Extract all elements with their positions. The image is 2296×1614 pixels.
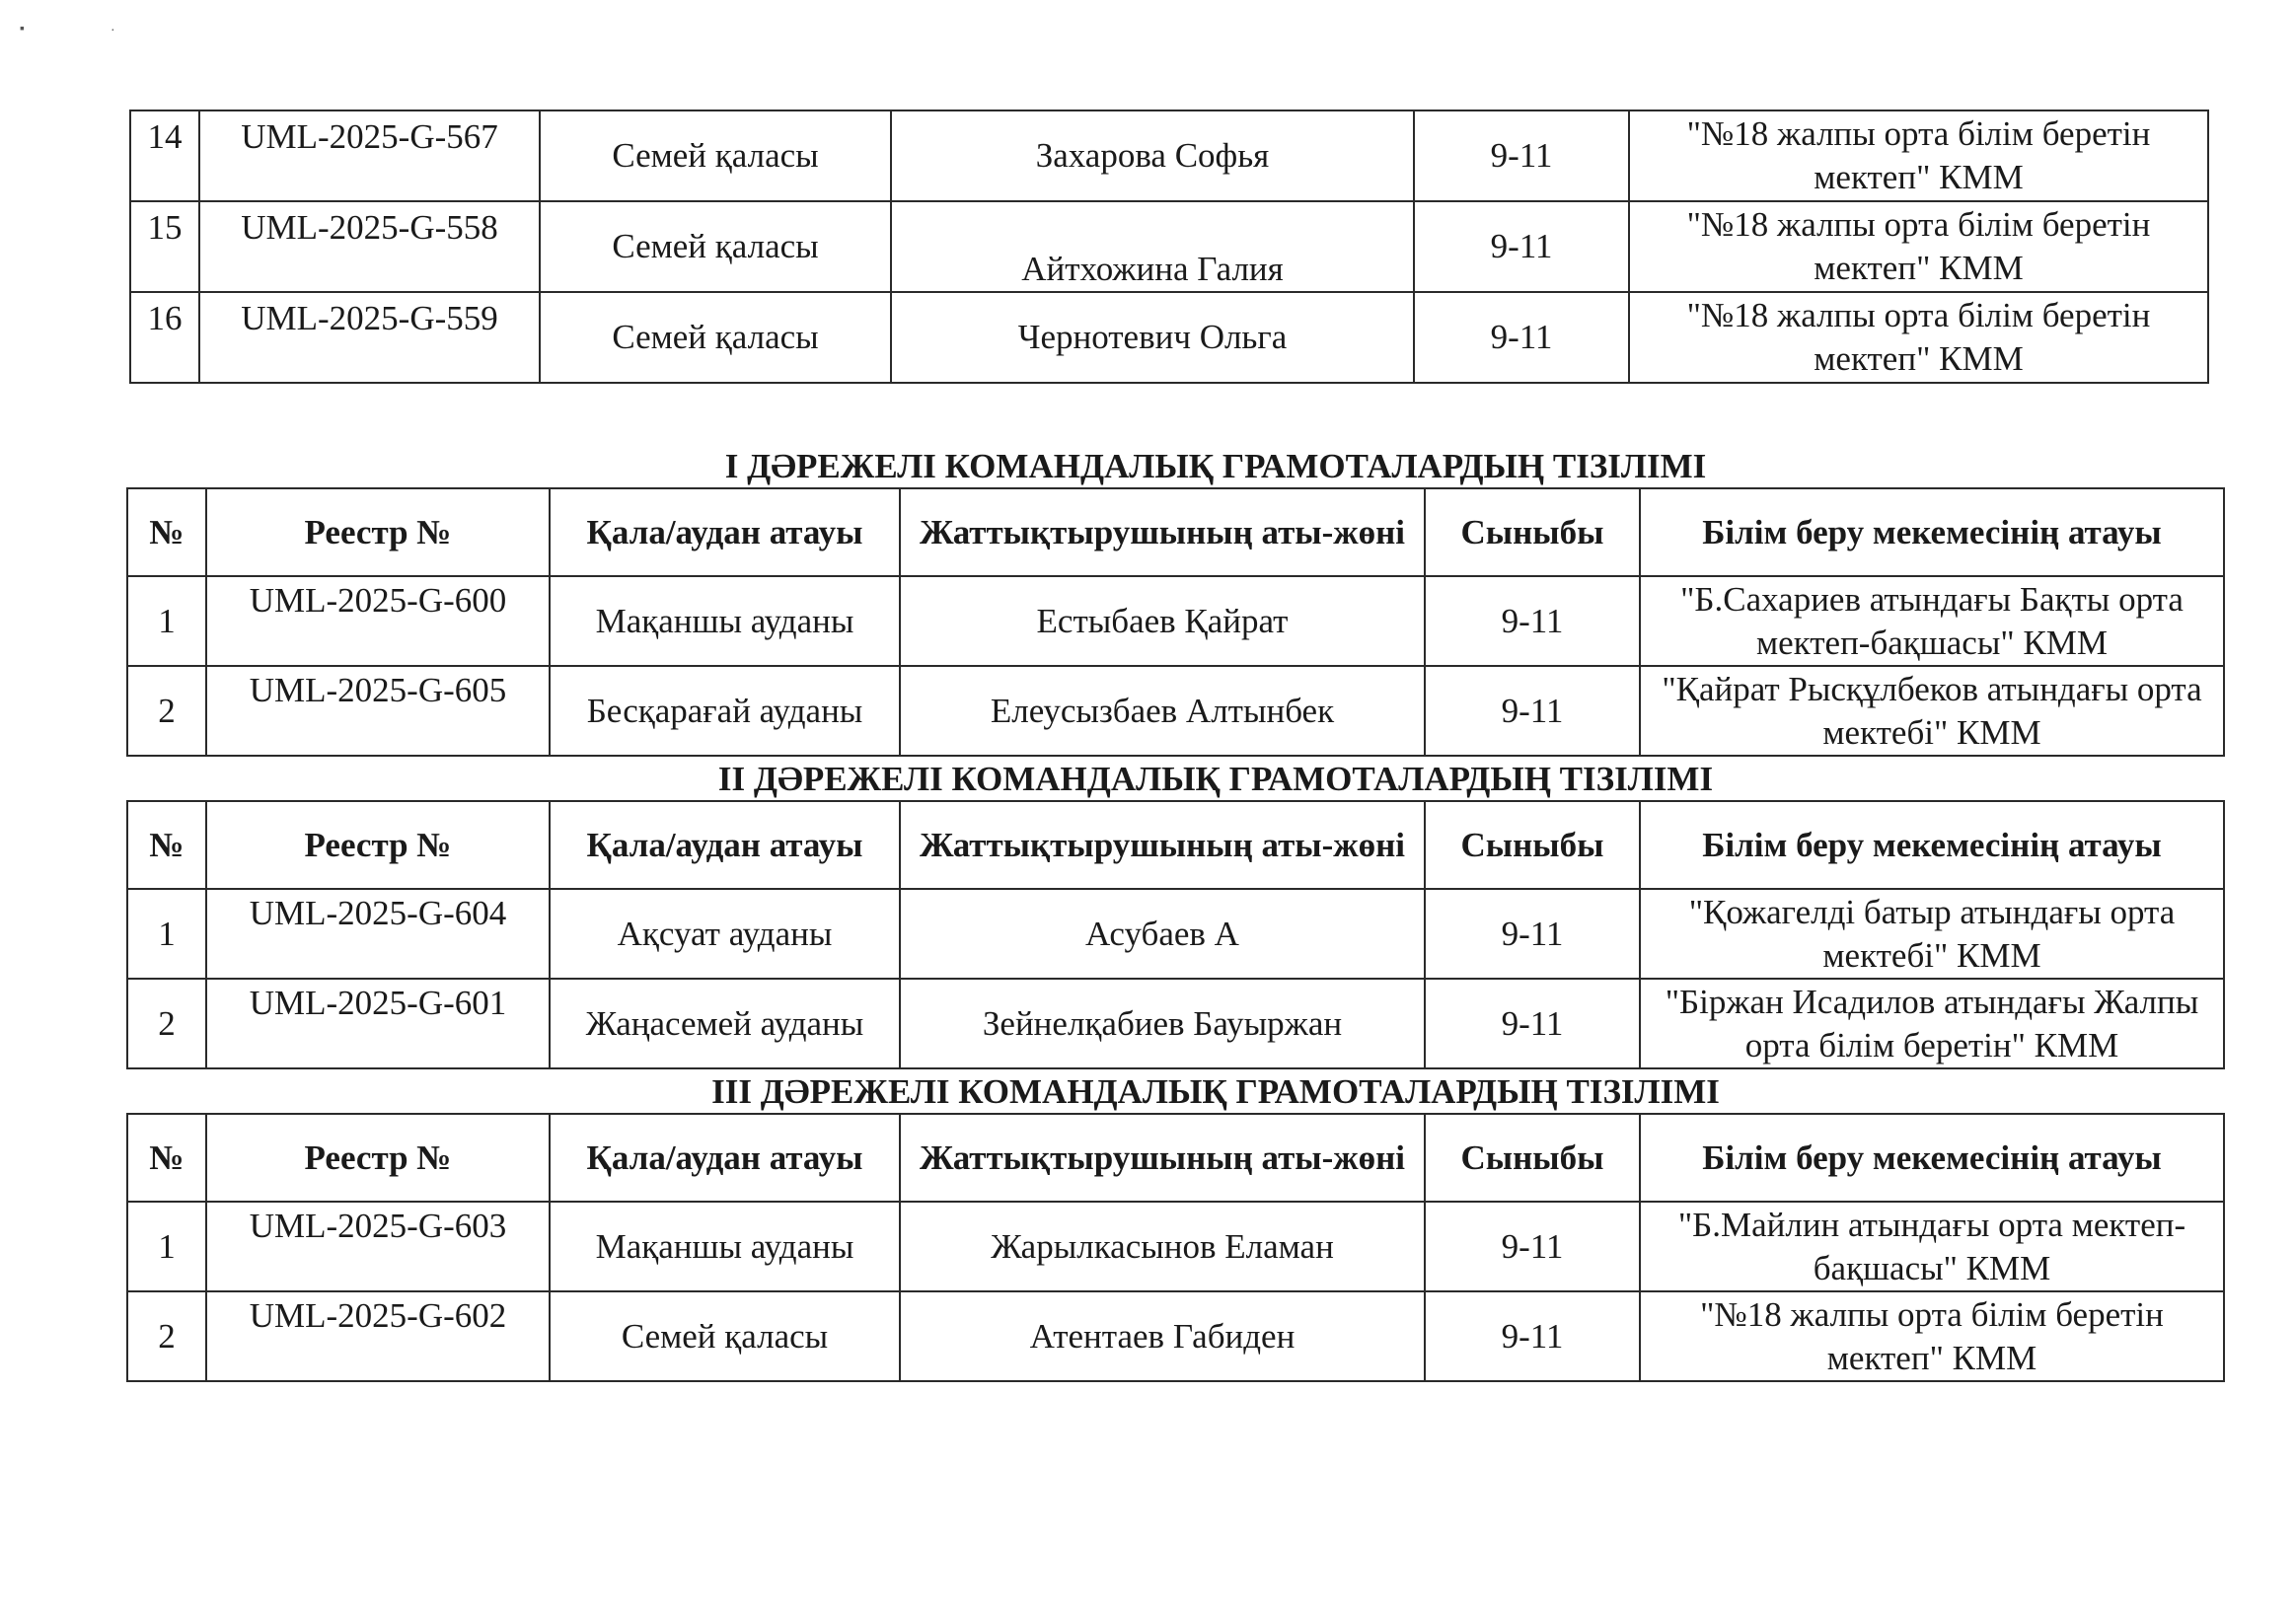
header-grade: Сыныбы xyxy=(1425,1114,1640,1202)
registry-number: UML-2025-G-603 xyxy=(206,1202,550,1291)
district-name: Мақаншы ауданы xyxy=(550,576,900,666)
header-row xyxy=(127,1114,2224,1202)
row-number: 1 xyxy=(127,576,206,666)
school-name: "№18 жалпы орта білім беретін мектеп" КММ xyxy=(1629,292,2208,383)
header-row xyxy=(127,488,2224,576)
section-table-1 xyxy=(126,487,2225,757)
row-number: 14 xyxy=(130,110,199,201)
row-number: 2 xyxy=(127,979,206,1068)
registry-number: UML-2025-G-602 xyxy=(206,1291,550,1381)
grade: 9-11 xyxy=(1425,889,1640,979)
registry-number: UML-2025-G-558 xyxy=(199,201,540,292)
header-registry: Реестр № xyxy=(206,801,550,889)
header-grade: Сыныбы xyxy=(1425,488,1640,576)
header-district: Қала/аудан атауы xyxy=(550,801,900,889)
district-name: Бесқарағай ауданы xyxy=(550,666,900,756)
grade: 9-11 xyxy=(1425,979,1640,1068)
header-coach: Жаттықтырушының аты-жөні xyxy=(900,801,1425,889)
header-school: Білім беру мекемесінің атауы xyxy=(1640,488,2224,576)
table-row xyxy=(127,576,2224,666)
header-coach: Жаттықтырушының аты-жөні xyxy=(900,488,1425,576)
school-name: "Қайрат Рысқұлбеков атындағы орта мектебі" КММ xyxy=(1640,666,2224,756)
row-number: 2 xyxy=(127,666,206,756)
grade: 9-11 xyxy=(1414,201,1629,292)
section-title-1: I ДӘРЕЖЕЛІ КОМАНДАЛЫҚ ГРАМОТАЛАРДЫҢ ТІЗІЛІМІ xyxy=(724,447,1707,485)
header-coach: Жаттықтырушының аты-жөні xyxy=(900,1114,1425,1202)
row-number: 16 xyxy=(130,292,199,383)
district-name: Ақсуат ауданы xyxy=(550,889,900,979)
header-no: № xyxy=(127,488,206,576)
row-number: 1 xyxy=(127,1202,206,1291)
participant-name: Захарова Софья xyxy=(891,110,1414,201)
participant-name: Чернотевич Ольга xyxy=(891,292,1414,383)
school-name: "№18 жалпы орта білім беретін мектеп" КММ xyxy=(1640,1291,2224,1381)
row-number: 1 xyxy=(127,889,206,979)
header-school: Білім беру мекемесінің атауы xyxy=(1640,1114,2224,1202)
table-row xyxy=(127,1291,2224,1381)
section-table-3 xyxy=(126,1113,2225,1382)
row-number: 15 xyxy=(130,201,199,292)
school-name: "Б.Сахариев атындағы Бақты орта мектеп-бақшасы" КММ xyxy=(1640,576,2224,666)
grade: 9-11 xyxy=(1425,1291,1640,1381)
scan-speck: ▪ xyxy=(20,22,25,37)
header-registry: Реестр № xyxy=(206,488,550,576)
coach-name: Елеусызбаев Алтынбек xyxy=(900,666,1425,756)
district-name: Семей қаласы xyxy=(550,1291,900,1381)
coach-name: Зейнелқабиев Бауыржан xyxy=(900,979,1425,1068)
table-row xyxy=(127,979,2224,1068)
grade: 9-11 xyxy=(1425,1202,1640,1291)
district-name: Семей қаласы xyxy=(540,110,891,201)
scan-speck: · xyxy=(111,24,115,38)
table-row xyxy=(130,201,2208,292)
grade: 9-11 xyxy=(1414,292,1629,383)
table-row xyxy=(130,292,2208,383)
header-registry: Реестр № xyxy=(206,1114,550,1202)
coach-name: Жарылкасынов Еламан xyxy=(900,1202,1425,1291)
continued-table xyxy=(129,110,2209,384)
header-district: Қала/аудан атауы xyxy=(550,488,900,576)
header-school: Білім беру мекемесінің атауы xyxy=(1640,801,2224,889)
district-name: Семей қаласы xyxy=(540,201,891,292)
coach-name: Естыбаев Қайрат xyxy=(900,576,1425,666)
grade: 9-11 xyxy=(1425,576,1640,666)
header-grade: Сыныбы xyxy=(1425,801,1640,889)
registry-number: UML-2025-G-604 xyxy=(206,889,550,979)
table-row xyxy=(127,666,2224,756)
district-name: Семей қаласы xyxy=(540,292,891,383)
header-row xyxy=(127,801,2224,889)
district-name: Жаңасемей ауданы xyxy=(550,979,900,1068)
header-no: № xyxy=(127,1114,206,1202)
header-district: Қала/аудан атауы xyxy=(550,1114,900,1202)
coach-name: Асубаев А xyxy=(900,889,1425,979)
district-name: Мақаншы ауданы xyxy=(550,1202,900,1291)
section-title-3: III ДӘРЕЖЕЛІ КОМАНДАЛЫҚ ГРАМОТАЛАРДЫҢ ТІЗІЛІМІ xyxy=(711,1072,1720,1111)
header-no: № xyxy=(127,801,206,889)
registry-number: UML-2025-G-559 xyxy=(199,292,540,383)
coach-name: Атентаев Габиден xyxy=(900,1291,1425,1381)
participant-name: Айтхожина Галия xyxy=(891,201,1414,292)
table-row xyxy=(127,1202,2224,1291)
registry-number: UML-2025-G-605 xyxy=(206,666,550,756)
school-name: "Қожагелді батыр атындағы орта мектебі" КММ xyxy=(1640,889,2224,979)
grade: 9-11 xyxy=(1425,666,1640,756)
registry-number: UML-2025-G-600 xyxy=(206,576,550,666)
section-title-2: II ДӘРЕЖЕЛІ КОМАНДАЛЫҚ ГРАМОТАЛАРДЫҢ ТІЗІЛІМІ xyxy=(717,760,1714,798)
table-row xyxy=(130,110,2208,201)
registry-number: UML-2025-G-567 xyxy=(199,110,540,201)
school-name: "Б.Майлин атындағы орта мектеп-бақшасы" КММ xyxy=(1640,1202,2224,1291)
grade: 9-11 xyxy=(1414,110,1629,201)
table-row xyxy=(127,889,2224,979)
row-number: 2 xyxy=(127,1291,206,1381)
registry-number: UML-2025-G-601 xyxy=(206,979,550,1068)
school-name: "№18 жалпы орта білім беретін мектеп" КММ xyxy=(1629,110,2208,201)
section-table-2 xyxy=(126,800,2225,1069)
school-name: "№18 жалпы орта білім беретін мектеп" КММ xyxy=(1629,201,2208,292)
school-name: "Біржан Исадилов атындағы Жалпы орта білім беретін" КММ xyxy=(1640,979,2224,1068)
